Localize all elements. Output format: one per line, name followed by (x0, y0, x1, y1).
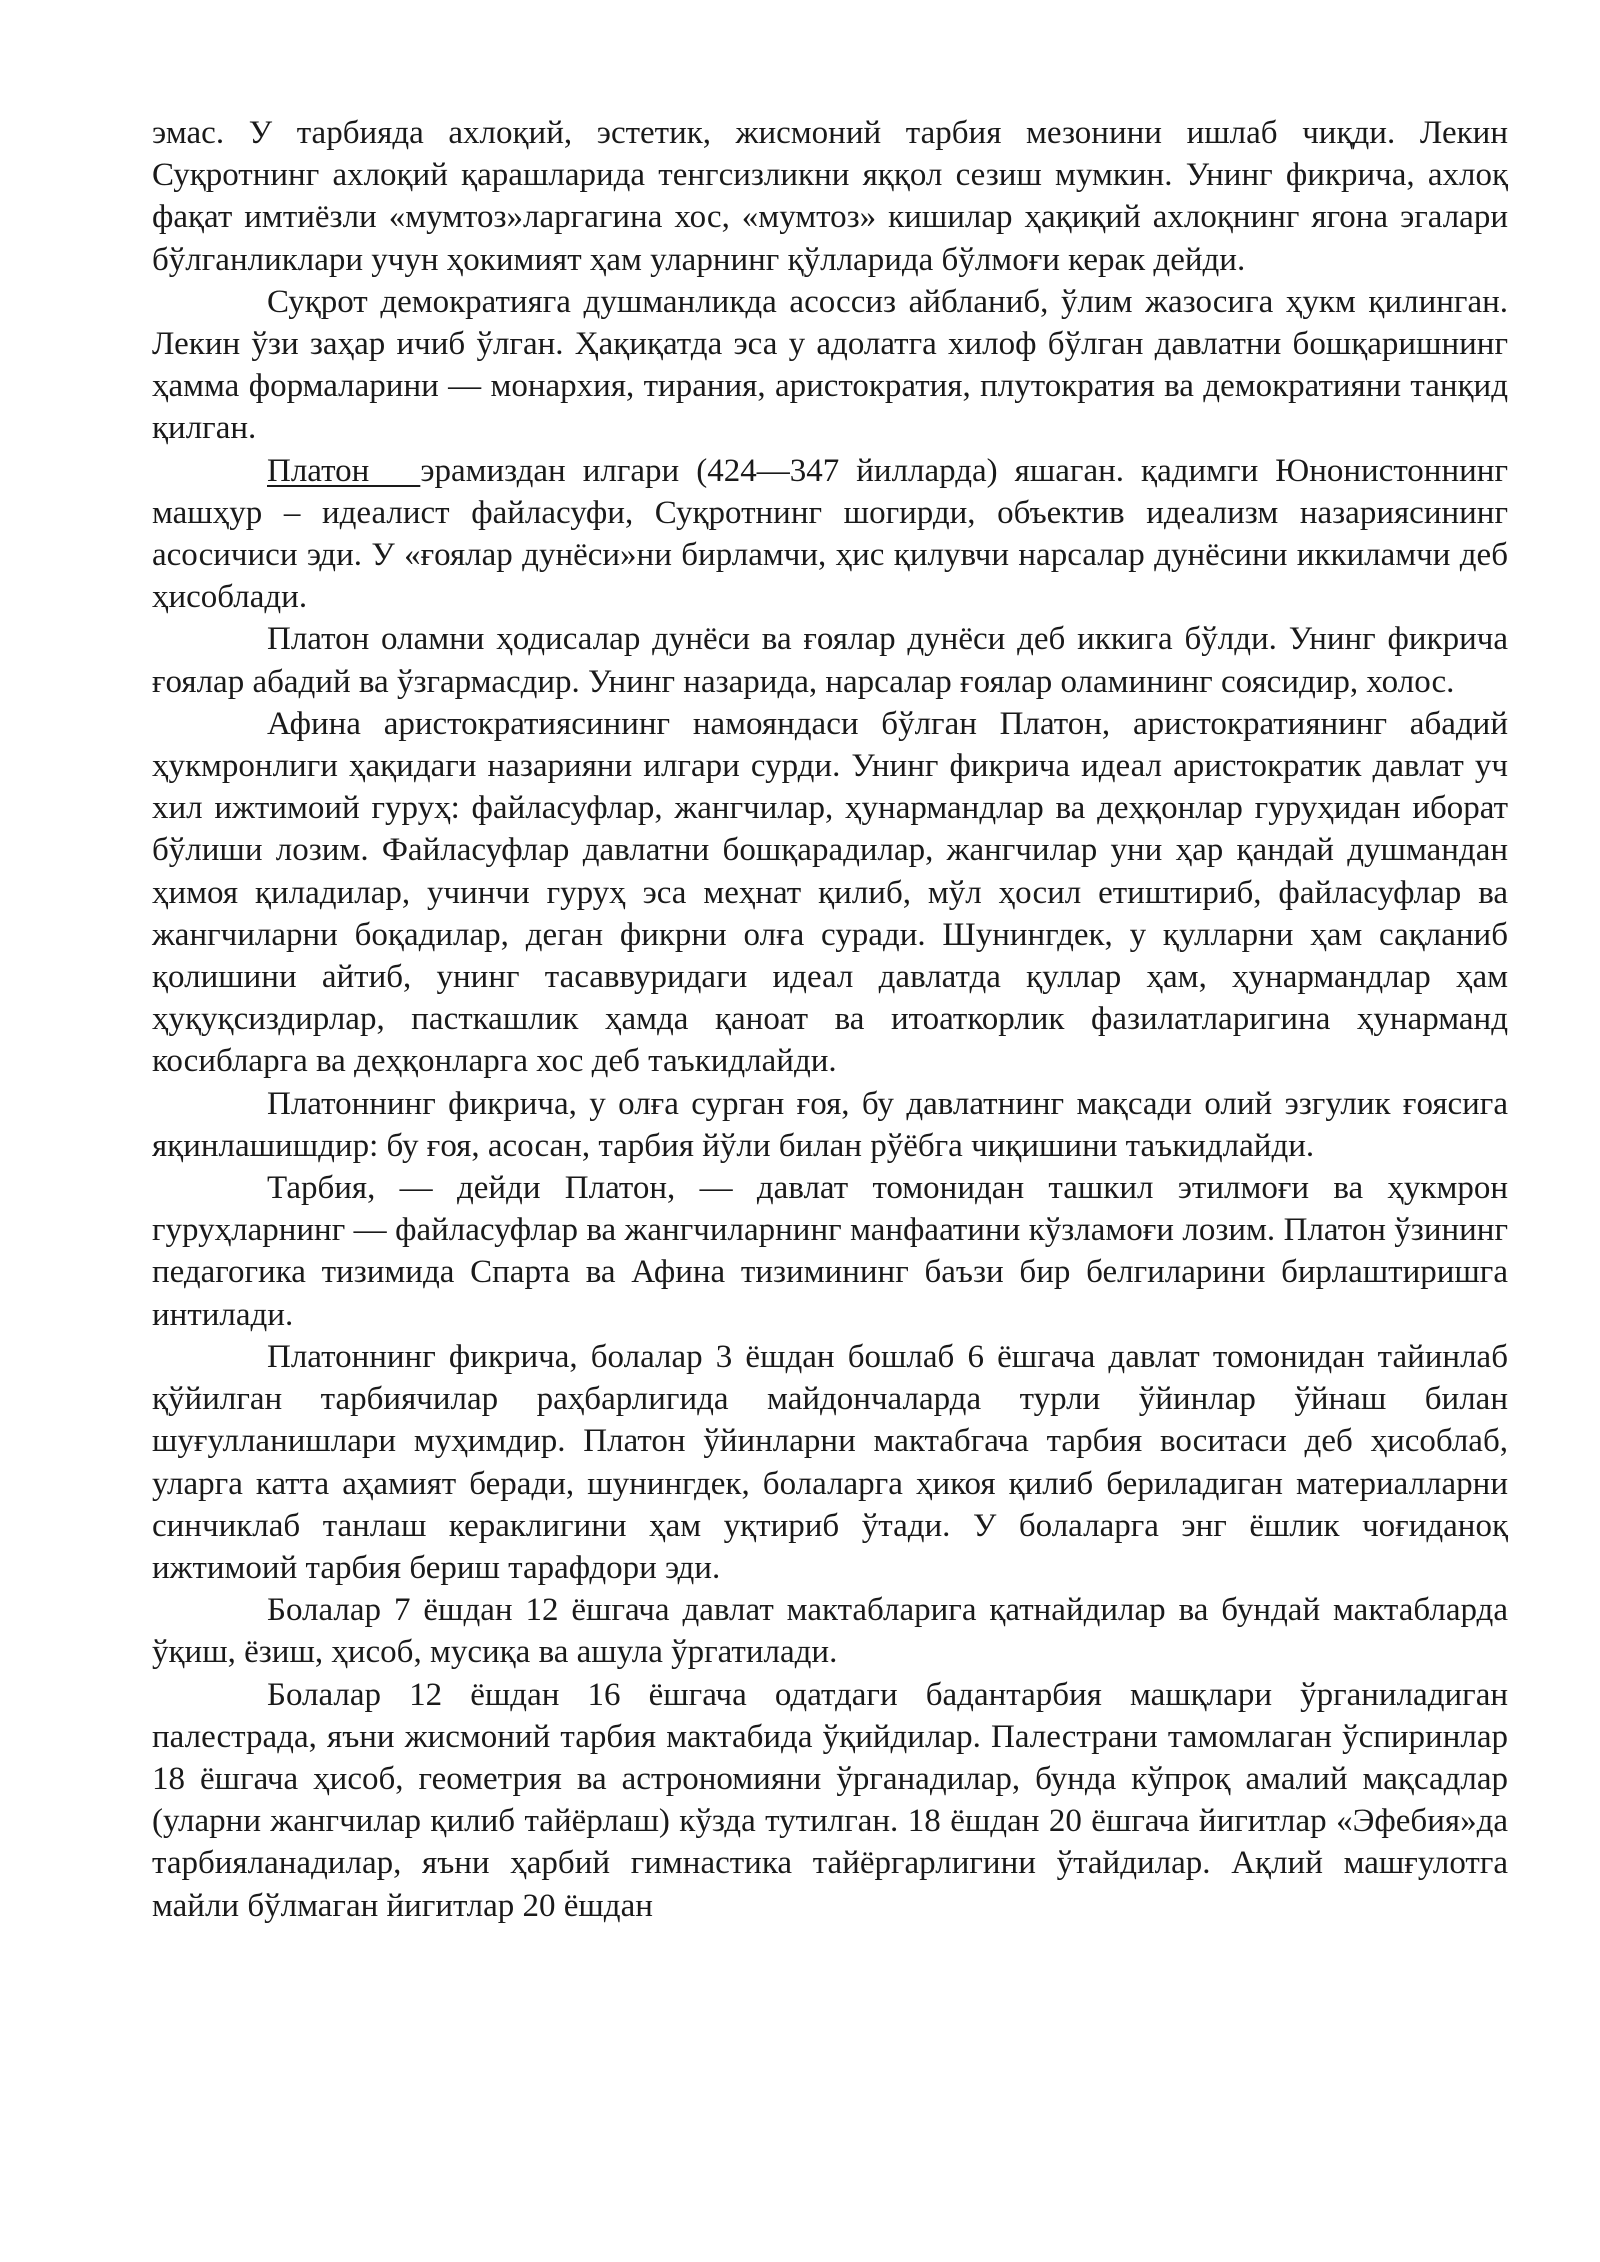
paragraph-1: эмас. У тарбияда ахлоқий, эстетик, жисмоний тарбия мезонини ишлаб чиқди. Лекин Суқротнинг ахлоқий қарашларида тенгсизликни яққол сезиш мумкин. Унинг фикрича, ахлоқ фақат имтиёзли «мумтоз»ларгагина хос, «мумтоз» кишилар ҳақиқий ахлоқнинг ягона эгалари бўлганликлари учун ҳокимият ҳам уларнинг қўлларида бўлмоғи керак дейди. (152, 115, 1508, 278)
paragraph-7: Тарбия, — дейди Платон, — давлат томонидан ташкил этилмоғи ва ҳукмрон гуруҳларнинг — файласуфлар ва жангчиларнинг манфаатини кўзламоғи лозим. Платон ўзининг педагогика тизимида Спарта ва Афина тизимининг баъзи бир белгиларини бирлаштиришга интилади. (152, 1170, 1508, 1333)
document-page (152, 112, 1508, 1927)
paragraph-3-body: эрамиздан илгари (424—347 йилларда) яшаган. қадимги Юнонистоннинг машҳур – идеалист файласуфи, Суқротнинг шогирди, объектив идеализм назариясининг асосичиси эди. У «ғоялар дунёси»ни бирламчи, ҳис қилувчи нарсалар дунёсини иккиламчи деб ҳисоблади. (152, 452, 1508, 616)
paragraph-9: Болалар 7 ёшдан 12 ёшгача давлат мактабларига қатнайдилар ва бундай мактабларда ўқиш, ёзиш, ҳисоб, мусиқа ва ашула ўргатилади. (152, 1592, 1508, 1671)
paragraph-5: Афина аристократиясининг намояндаси бўлган Платон, аристократиянинг абадий ҳукмронлиги ҳақидаги назарияни илгари сурди. Унинг фикрича идеал аристократик давлат уч хил ижтимоий гуруҳ: файласуфлар, жангчилар, ҳунармандлар ва деҳқонлар гуруҳидан иборат бўлиши лозим. Файласуфлар давлатни бошқарадилар, жангчилар уни ҳар қандай душмандан ҳимоя қиладилар, учинчи гуруҳ эса меҳнат қилиб, мўл ҳосил етиштириб, файласуфлар ва жангчиларни боқадилар, деган фикрни олға суради. Шунингдек, у қулларни ҳам сақланиб қолишини айтиб, унинг тасаввуридаги идеал давлатда қуллар ҳам, ҳунармандлар ҳам ҳуқуқсиздирлар, пасткашлик ҳамда қаноат ва итоаткорлик фазилатларигина ҳунарманд косибларга ва деҳқонларга хос деб таъкидлайди. (152, 705, 1508, 1080)
underlined-name-platon: Платон (267, 452, 421, 489)
paragraph-6: Платоннинг фикрича, у олға сурган ғоя, бу давлатнинг мақсади олий эзгулик ғоясига яқинлашишдир: бу ғоя, асосан, тарбия йўли билан рўёбга чиқишини таъкидлайди. (152, 1085, 1508, 1164)
paragraph-8: Платоннинг фикрича, болалар 3 ёшдан бошлаб 6 ёшгача давлат томонидан тайинлаб қўйилган тарбиячилар раҳбарлигида майдончаларда турли ўйинлар ўйнаш билан шуғулланишлари муҳимдир. Платон ўйинларни мактабгача тарбия воситаси деб ҳисоблаб, уларга катта аҳамият беради, шунингдек, болаларга ҳикоя қилиб бериладиган материалларни синчиклаб танлаш кераклигини ҳам уқтириб ўтади. У болаларга энг ёшлик чоғиданоқ ижтимоий тарбия бериш тарафдори эди. (152, 1338, 1508, 1586)
paragraph-4: Платон оламни ҳодисалар дунёси ва ғоялар дунёси деб иккига бўлди. Унинг фикрича ғоялар абадий ва ўзгармасдир. Унинг назарида, нарсалар ғоялар оламининг соясидир, холос. (152, 621, 1508, 700)
paragraph-10: Болалар 12 ёшдан 16 ёшгача одатдаги бадантарбия машқлари ўрганиладиган палестрада, яъни жисмоний тарбия мактабида ўқийдилар. Палестрани тамомлаган ўспиринлар 18 ёшгача ҳисоб, геометрия ва астрономияни ўрганадилар, бунда кўпроқ амалий мақсадлар (уларни жангчилар қилиб тайёрлаш) кўзда тутилган. 18 ёшдан 20 ёшгача йигитлар «Эфебия»да тарбияланадилар, яъни ҳарбий гимнастика тайёргарлигини ўтайдилар. Ақлий машғулотга майли бўлмаган йигитлар 20 ёшдан (152, 1676, 1508, 1924)
paragraph-2: Суқрот демократияга душманликда асоссиз айбланиб, ўлим жазосига ҳукм қилинган. Лекин ўзи заҳар ичиб ўлган. Ҳақиқатда эса у адолатга хилоф бўлган давлатни бошқаришнинг ҳамма формаларини — монархия, тирания, аристократия, плутократия ва демократияни танқид қилган. (152, 283, 1508, 447)
paragraph-3 (152, 450, 1508, 619)
